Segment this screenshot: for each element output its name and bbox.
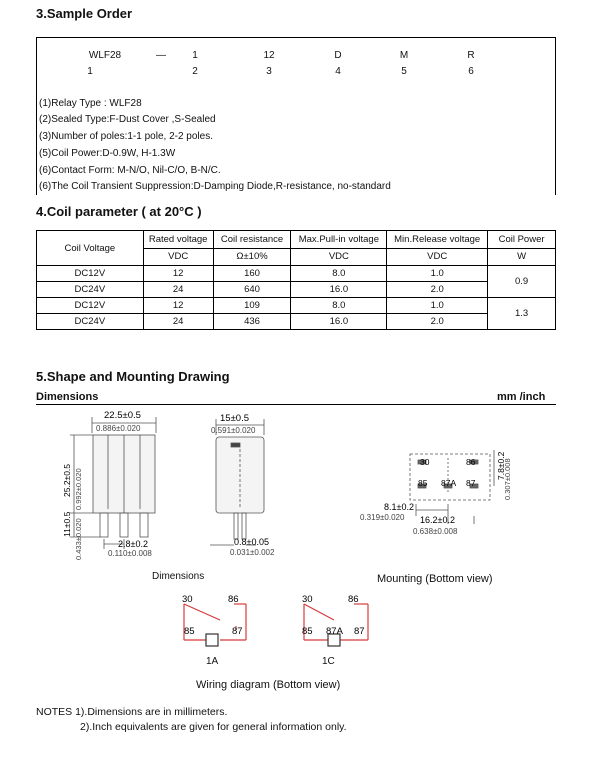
table-cell: 1.0	[387, 266, 488, 282]
table-header: Coil Power	[488, 231, 556, 249]
table-unit: Ω±10%	[213, 248, 291, 266]
table-row	[37, 314, 556, 330]
table-row	[37, 266, 556, 282]
pin-pitch-dim: 2.8±0.2	[118, 539, 148, 549]
table-cell: 24	[143, 282, 213, 298]
pin-pitch-dim-inch: 0.110±0.008	[108, 549, 152, 558]
table-header-row	[37, 231, 556, 249]
pin-87-label: 87	[232, 626, 243, 637]
table-cell: 109	[213, 298, 291, 314]
order-code: WLF28	[88, 50, 122, 61]
order-code: —	[156, 50, 166, 61]
front-width-dim: 22.5±0.5	[104, 410, 141, 421]
table-cell: 16.0	[291, 282, 387, 298]
front-width-dim-inch: 0.886±0.020	[96, 424, 141, 433]
pin-length-dim: 11±0.5	[62, 511, 72, 537]
table-row	[37, 298, 556, 314]
dimensions-caption: Dimensions	[152, 571, 205, 582]
order-description: (1)Relay Type : WLF28	[39, 98, 142, 109]
table-cell: 12	[143, 298, 213, 314]
wiring-diagram-1a	[170, 590, 265, 645]
table-cell: 16.0	[291, 314, 387, 330]
table-row	[37, 282, 556, 298]
side-width-dim: 15±0.5	[220, 413, 249, 424]
mount-height-dim-inch: 0.307±0.008	[503, 458, 512, 500]
table-header: Rated voltage	[143, 231, 213, 249]
pin-86-label: 86	[228, 594, 239, 605]
order-index: 1	[87, 66, 93, 77]
order-description: (2)Sealed Type:F-Dust Cover ,S-Sealed	[39, 114, 216, 125]
wiring-caption: Wiring diagram (Bottom view)	[196, 679, 341, 691]
table-cell: 2.0	[387, 314, 488, 330]
notes-line-1: NOTES 1).Dimensions are in millimeters.	[36, 706, 228, 718]
table-cell: 2.0	[387, 282, 488, 298]
sample-order-box	[36, 37, 556, 195]
table-cell-power: 0.9	[488, 266, 556, 298]
mounting-drawing	[360, 420, 510, 540]
coil-table	[36, 230, 556, 330]
front-height-dim-inch: 0.992±0.020	[74, 468, 83, 510]
table-cell: 8.0	[291, 266, 387, 282]
order-code: D	[334, 50, 342, 61]
mount-b-dim: 16.2±0.2	[420, 515, 455, 525]
mount-pin-86: 86	[466, 457, 476, 467]
order-code: M	[399, 50, 409, 61]
pin-30-label: 30	[302, 594, 313, 605]
table-cell: DC24V	[37, 314, 144, 330]
pin-85-label: 85	[184, 626, 195, 637]
order-description: (5)Coil Power:D-0.9W, H-1.3W	[39, 148, 176, 159]
table-unit: VDC	[143, 248, 213, 266]
table-header: Coil Voltage	[37, 231, 144, 266]
table-unit: VDC	[387, 248, 488, 266]
order-index: 6	[468, 66, 474, 77]
wiring-label-1a: 1A	[206, 656, 219, 667]
mount-pin-30: 30	[420, 457, 430, 467]
side-width-dim-inch: 0.591±0.020	[211, 426, 256, 435]
pin-thick-dim-inch: 0.031±0.002	[230, 548, 275, 557]
mount-a-dim-inch: 0.319±0.020	[360, 513, 405, 522]
table-unit: W	[488, 248, 556, 266]
pin-30-label: 30	[182, 594, 193, 605]
shape-heading: 5.Shape and Mounting Drawing	[36, 369, 230, 384]
table-cell: 24	[143, 314, 213, 330]
table-header: Coil resistance	[213, 231, 291, 249]
order-index: 5	[401, 66, 407, 77]
front-height-dim: 25.2±0.5	[62, 463, 72, 497]
order-description: (6)The Coil Transient Suppression:D-Damping Diode,R-resistance, no-standard	[39, 181, 391, 192]
table-cell: 1.0	[387, 298, 488, 314]
front-view-drawing	[60, 405, 190, 560]
table-cell: DC12V	[37, 298, 144, 314]
table-cell: DC12V	[37, 266, 144, 282]
pin-87a-label: 87A	[326, 626, 343, 637]
pin-87-label: 87	[354, 626, 365, 637]
mounting-caption: Mounting (Bottom view)	[377, 573, 493, 585]
wiring-diagram-1c	[294, 590, 389, 645]
pin-thick-dim: 0.8±0.05	[234, 537, 269, 547]
mount-height-dim: 7.8±0.2	[496, 451, 506, 480]
coil-heading: 4.Coil parameter ( at 20°C )	[36, 204, 202, 219]
mount-a-dim: 8.1±0.2	[384, 502, 414, 512]
table-cell: 436	[213, 314, 291, 330]
order-index: 2	[192, 66, 198, 77]
order-code: 12	[263, 50, 275, 61]
table-cell: 640	[213, 282, 291, 298]
table-cell: DC24V	[37, 282, 144, 298]
pin-85-label: 85	[302, 626, 313, 637]
mount-pin-85: 85	[418, 478, 428, 488]
notes-line-2: 2).Inch equivalents are given for general information only.	[80, 721, 347, 733]
table-unit: VDC	[291, 248, 387, 266]
order-description: (3)Number of poles:1-1 pole, 2-2 poles.	[39, 131, 213, 142]
table-cell: 8.0	[291, 298, 387, 314]
table-cell: 160	[213, 266, 291, 282]
order-index: 4	[335, 66, 341, 77]
table-header: Max.Pull-in voltage	[291, 231, 387, 249]
order-index: 3	[266, 66, 272, 77]
dimensions-label: Dimensions	[36, 391, 99, 403]
pin-86-label: 86	[348, 594, 359, 605]
side-view-drawing	[200, 405, 300, 560]
table-header: Min.Release voltage	[387, 231, 488, 249]
mount-b-dim-inch: 0.638±0.008	[413, 527, 458, 536]
pin-length-dim-inch: 0.433±0.020	[74, 518, 83, 560]
sample-order-heading: 3.Sample Order	[36, 6, 133, 21]
order-code: 1	[192, 50, 198, 61]
order-code: R	[467, 50, 475, 61]
order-description: (6)Contact Form: M-N/O, Nil-C/O, B-N/C.	[39, 165, 221, 176]
table-cell-power: 1.3	[488, 298, 556, 330]
table-cell: 12	[143, 266, 213, 282]
mount-pin-87a: 87A	[441, 478, 457, 488]
wiring-label-1c: 1C	[322, 656, 335, 667]
mount-pin-87: 87	[466, 478, 476, 488]
units-label: mm /inch	[497, 391, 546, 403]
